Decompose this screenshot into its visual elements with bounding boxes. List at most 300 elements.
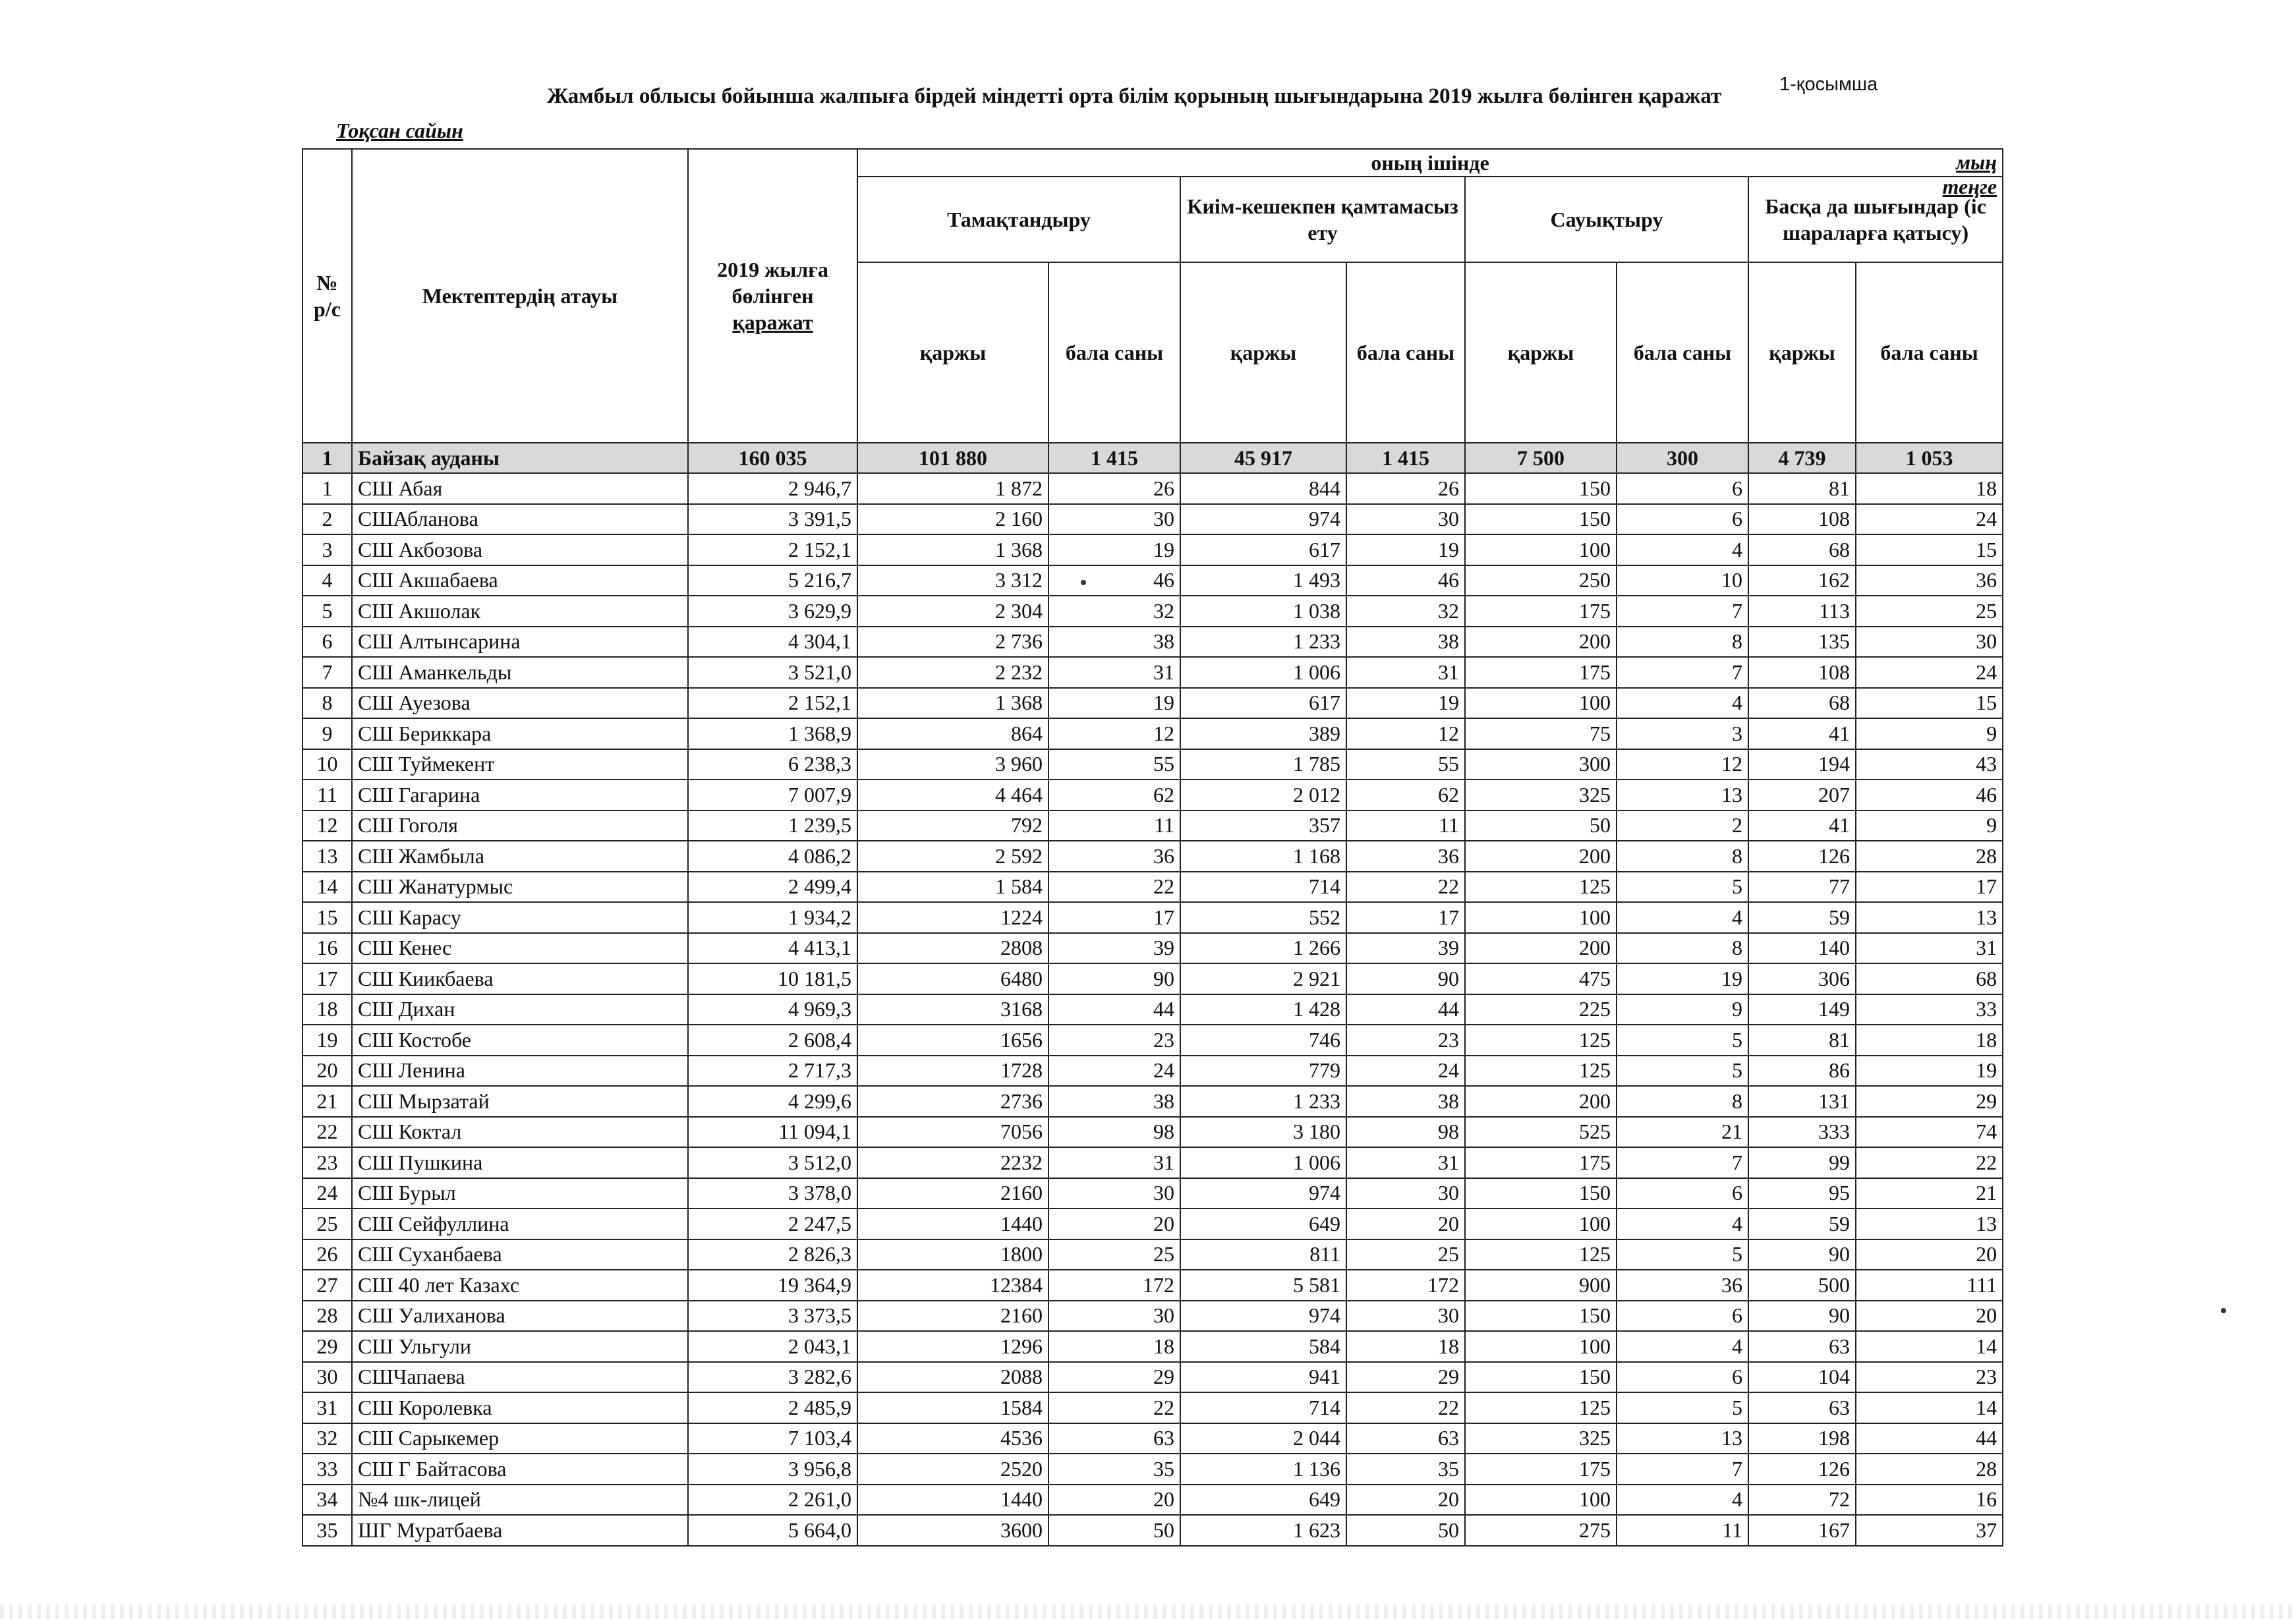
- cell-allocated: 11 094,1: [688, 1117, 857, 1148]
- cell-health-children: 7: [1617, 1147, 1748, 1178]
- cell-food-funds: 1 368: [857, 534, 1048, 565]
- cell-other-funds: 72: [1748, 1485, 1856, 1516]
- cell-other-children: 15: [1856, 688, 2003, 719]
- header-clothing-children: бала саны: [1346, 262, 1465, 443]
- table-row: [302, 688, 2003, 719]
- cell-clothing-funds: 1 006: [1180, 657, 1346, 688]
- cell-other-children: 68: [1856, 963, 2003, 994]
- cell-allocated: 3 512,0: [688, 1147, 857, 1178]
- cell-num: 17: [302, 963, 352, 994]
- cell-allocated: 3 629,9: [688, 596, 857, 627]
- district-other-count: 1 053: [1856, 443, 2003, 473]
- cell-allocated: 4 086,2: [688, 841, 857, 872]
- cell-other-children: 13: [1856, 902, 2003, 933]
- table-row: [302, 473, 2003, 504]
- cell-other-funds: 126: [1748, 1454, 1856, 1485]
- cell-health-children: 4: [1617, 1208, 1748, 1239]
- cell-num: 32: [302, 1423, 352, 1454]
- cell-other-children: 18: [1856, 473, 2003, 504]
- cell-num: 14: [302, 872, 352, 903]
- cell-health-children: 36: [1617, 1270, 1748, 1301]
- district-health-count: 300: [1617, 443, 1748, 473]
- cell-health-funds: 100: [1465, 902, 1617, 933]
- cell-health-funds: 325: [1465, 1423, 1617, 1454]
- cell-food-funds: 1440: [857, 1485, 1048, 1516]
- cell-allocated: 1 239,5: [688, 810, 857, 841]
- table-row: [302, 504, 2003, 535]
- cell-other-children: 9: [1856, 810, 2003, 841]
- cell-other-children: 24: [1856, 504, 2003, 535]
- cell-health-funds: 225: [1465, 994, 1617, 1025]
- header-other: Басқа да шығындар (іс шараларға қатысу): [1748, 177, 2003, 262]
- table-row: [302, 1025, 2003, 1056]
- cell-food-funds: 1 368: [857, 688, 1048, 719]
- cell-allocated: 3 373,5: [688, 1301, 857, 1332]
- cell-clothing-funds: 1 136: [1180, 1454, 1346, 1485]
- cell-allocated: 5 216,7: [688, 565, 857, 596]
- cell-other-children: 13: [1856, 1208, 2003, 1239]
- cell-clothing-children: 12: [1346, 718, 1465, 749]
- cell-food-funds: 864: [857, 718, 1048, 749]
- cell-health-funds: 50: [1465, 810, 1617, 841]
- cell-num: 26: [302, 1239, 352, 1270]
- cell-food-funds: 3600: [857, 1515, 1048, 1546]
- cell-health-children: 19: [1617, 963, 1748, 994]
- cell-other-funds: 126: [1748, 841, 1856, 872]
- cell-school-name: СШ Гагарина: [352, 780, 688, 810]
- cell-health-children: 13: [1617, 780, 1748, 810]
- cell-clothing-funds: 2 921: [1180, 963, 1346, 994]
- cell-health-children: 13: [1617, 1423, 1748, 1454]
- cell-num: 15: [302, 902, 352, 933]
- header-food: Тамақтандыру: [857, 177, 1180, 262]
- cell-health-funds: 200: [1465, 627, 1617, 658]
- cell-num: 2: [302, 504, 352, 535]
- cell-clothing-children: 38: [1346, 627, 1465, 658]
- cell-health-funds: 200: [1465, 841, 1617, 872]
- cell-food-children: 39: [1048, 933, 1180, 964]
- table-row: [302, 933, 2003, 964]
- cell-clothing-funds: 1 428: [1180, 994, 1346, 1025]
- cell-health-children: 7: [1617, 596, 1748, 627]
- cell-allocated: 10 181,5: [688, 963, 857, 994]
- header-health-children: бала саны: [1617, 262, 1748, 443]
- cell-other-funds: 63: [1748, 1392, 1856, 1423]
- cell-allocated: 19 364,9: [688, 1270, 857, 1301]
- cell-food-children: 30: [1048, 1178, 1180, 1209]
- cell-allocated: 2 485,9: [688, 1392, 857, 1423]
- cell-food-funds: 792: [857, 810, 1048, 841]
- cell-allocated: 7 103,4: [688, 1423, 857, 1454]
- cell-food-children: 30: [1048, 504, 1180, 535]
- cell-school-name: СШ Ауезова: [352, 688, 688, 719]
- cell-school-name: СШАбланова: [352, 504, 688, 535]
- cell-health-children: 10: [1617, 565, 1748, 596]
- cell-health-children: 8: [1617, 1086, 1748, 1117]
- header-allocated-text: 2019 жылға бөлінген: [717, 258, 828, 308]
- cell-clothing-children: 20: [1346, 1485, 1465, 1516]
- cell-clothing-children: 19: [1346, 534, 1465, 565]
- cell-clothing-funds: 844: [1180, 473, 1346, 504]
- table-row: [302, 1454, 2003, 1485]
- cell-other-funds: 140: [1748, 933, 1856, 964]
- cell-school-name: СШ Абая: [352, 473, 688, 504]
- cell-health-funds: 75: [1465, 718, 1617, 749]
- cell-allocated: 3 391,5: [688, 504, 857, 535]
- cell-school-name: СШ Сейфуллина: [352, 1208, 688, 1239]
- annex-label: 1-қосымша: [1779, 74, 1878, 95]
- cell-allocated: 3 282,6: [688, 1362, 857, 1393]
- cell-clothing-funds: 1 233: [1180, 627, 1346, 658]
- table-row: [302, 902, 2003, 933]
- cell-clothing-funds: 389: [1180, 718, 1346, 749]
- cell-school-name: СШ Костобе: [352, 1025, 688, 1056]
- cell-clothing-funds: 5 581: [1180, 1270, 1346, 1301]
- cell-other-funds: 131: [1748, 1086, 1856, 1117]
- cell-food-funds: 1440: [857, 1208, 1048, 1239]
- cell-allocated: 2 826,3: [688, 1239, 857, 1270]
- cell-food-children: 63: [1048, 1423, 1180, 1454]
- cell-food-funds: 1800: [857, 1239, 1048, 1270]
- cell-num: 27: [302, 1270, 352, 1301]
- unit-label: мың теңге: [1942, 150, 1997, 198]
- table-row: [302, 1270, 2003, 1301]
- cell-other-children: 46: [1856, 780, 2003, 810]
- cell-other-children: 25: [1856, 596, 2003, 627]
- cell-clothing-funds: 1 168: [1180, 841, 1346, 872]
- cell-school-name: СШ Уалиханова: [352, 1301, 688, 1332]
- cell-other-funds: 59: [1748, 902, 1856, 933]
- cell-health-children: 6: [1617, 504, 1748, 535]
- cell-other-children: 20: [1856, 1301, 2003, 1332]
- cell-food-funds: 2 160: [857, 504, 1048, 535]
- cell-health-children: 6: [1617, 473, 1748, 504]
- cell-health-children: 6: [1617, 1301, 1748, 1332]
- scan-speck: [2221, 1308, 2226, 1313]
- cell-allocated: 4 969,3: [688, 994, 857, 1025]
- cell-other-funds: 135: [1748, 627, 1856, 658]
- cell-school-name: СШ Мырзатай: [352, 1086, 688, 1117]
- cell-food-funds: 2232: [857, 1147, 1048, 1178]
- cell-other-children: 19: [1856, 1056, 2003, 1087]
- cell-school-name: СШЧапаева: [352, 1362, 688, 1393]
- cell-food-children: 46: [1048, 565, 1180, 596]
- cell-food-funds: 2 592: [857, 841, 1048, 872]
- cell-clothing-children: 24: [1346, 1056, 1465, 1087]
- cell-school-name: СШ 40 лет Казахс: [352, 1270, 688, 1301]
- cell-food-funds: 2 232: [857, 657, 1048, 688]
- cell-food-children: 20: [1048, 1208, 1180, 1239]
- cell-other-funds: 41: [1748, 718, 1856, 749]
- cell-other-children: 14: [1856, 1331, 2003, 1362]
- cell-allocated: 5 664,0: [688, 1515, 857, 1546]
- cell-health-funds: 100: [1465, 1208, 1617, 1239]
- cell-other-children: 22: [1856, 1147, 2003, 1178]
- cell-health-children: 4: [1617, 902, 1748, 933]
- table-row: [302, 963, 2003, 994]
- table-row: [302, 596, 2003, 627]
- cell-food-funds: 1224: [857, 902, 1048, 933]
- cell-food-funds: 3 960: [857, 749, 1048, 780]
- cell-food-funds: 1728: [857, 1056, 1048, 1087]
- cell-clothing-children: 46: [1346, 565, 1465, 596]
- header-other-funds: қаржы: [1748, 262, 1856, 443]
- cell-health-funds: 275: [1465, 1515, 1617, 1546]
- district-num: 1: [302, 443, 352, 473]
- cell-num: 31: [302, 1392, 352, 1423]
- cell-other-funds: 86: [1748, 1056, 1856, 1087]
- cell-health-funds: 100: [1465, 534, 1617, 565]
- cell-other-funds: 167: [1748, 1515, 1856, 1546]
- cell-health-funds: 200: [1465, 1086, 1617, 1117]
- cell-school-name: СШ Бурыл: [352, 1178, 688, 1209]
- cell-other-funds: 198: [1748, 1423, 1856, 1454]
- cell-school-name: СШ Акбозова: [352, 534, 688, 565]
- cell-other-children: 14: [1856, 1392, 2003, 1423]
- cell-health-children: 5: [1617, 1056, 1748, 1087]
- cell-food-funds: 1584: [857, 1392, 1048, 1423]
- cell-clothing-funds: 1 623: [1180, 1515, 1346, 1546]
- cell-clothing-children: 39: [1346, 933, 1465, 964]
- cell-clothing-funds: 941: [1180, 1362, 1346, 1393]
- cell-clothing-funds: 1 493: [1180, 565, 1346, 596]
- cell-other-children: 16: [1856, 1485, 2003, 1516]
- cell-food-children: 18: [1048, 1331, 1180, 1362]
- table-row: [302, 1331, 2003, 1362]
- cell-health-children: 12: [1617, 749, 1748, 780]
- cell-food-funds: 2 736: [857, 627, 1048, 658]
- district-name: Байзақ ауданы: [352, 443, 688, 473]
- cell-allocated: 2 261,0: [688, 1485, 857, 1516]
- cell-health-children: 21: [1617, 1117, 1748, 1148]
- cell-food-children: 36: [1048, 841, 1180, 872]
- cell-allocated: 3 378,0: [688, 1178, 857, 1209]
- cell-other-funds: 81: [1748, 473, 1856, 504]
- cell-health-funds: 150: [1465, 504, 1617, 535]
- cell-food-funds: 2520: [857, 1454, 1048, 1485]
- cell-clothing-funds: 974: [1180, 504, 1346, 535]
- cell-allocated: 2 247,5: [688, 1208, 857, 1239]
- cell-clothing-funds: 714: [1180, 1392, 1346, 1423]
- table-row: [302, 872, 2003, 903]
- table-row: [302, 1362, 2003, 1393]
- cell-school-name: СШ Кенес: [352, 933, 688, 964]
- cell-food-funds: 2 304: [857, 596, 1048, 627]
- cell-other-children: 29: [1856, 1086, 2003, 1117]
- cell-other-funds: 108: [1748, 504, 1856, 535]
- cell-other-funds: 207: [1748, 780, 1856, 810]
- cell-clothing-children: 62: [1346, 780, 1465, 810]
- cell-clothing-children: 18: [1346, 1331, 1465, 1362]
- cell-num: 35: [302, 1515, 352, 1546]
- header-other-children: бала саны: [1856, 262, 2003, 443]
- cell-other-funds: 68: [1748, 534, 1856, 565]
- cell-health-children: 7: [1617, 1454, 1748, 1485]
- cell-allocated: 3 956,8: [688, 1454, 857, 1485]
- cell-food-children: 23: [1048, 1025, 1180, 1056]
- cell-clothing-funds: 811: [1180, 1239, 1346, 1270]
- cell-food-children: 22: [1048, 1392, 1180, 1423]
- scan-speck: [1081, 580, 1086, 585]
- cell-health-children: 4: [1617, 688, 1748, 719]
- cell-other-funds: 59: [1748, 1208, 1856, 1239]
- cell-school-name: СШ Ульгули: [352, 1331, 688, 1362]
- cell-health-children: 8: [1617, 933, 1748, 964]
- cell-clothing-funds: 1 785: [1180, 749, 1346, 780]
- cell-food-children: 31: [1048, 1147, 1180, 1178]
- cell-other-children: 23: [1856, 1362, 2003, 1393]
- cell-clothing-funds: 649: [1180, 1208, 1346, 1239]
- cell-clothing-children: 22: [1346, 872, 1465, 903]
- cell-other-children: 111: [1856, 1270, 2003, 1301]
- cell-clothing-funds: 649: [1180, 1485, 1346, 1516]
- cell-allocated: 2 608,4: [688, 1025, 857, 1056]
- table-row: [302, 1178, 2003, 1209]
- cell-health-funds: 175: [1465, 1147, 1617, 1178]
- cell-clothing-children: 63: [1346, 1423, 1465, 1454]
- cell-school-name: СШ Пушкина: [352, 1147, 688, 1178]
- cell-clothing-funds: 974: [1180, 1301, 1346, 1332]
- cell-other-funds: 81: [1748, 1025, 1856, 1056]
- cell-clothing-children: 11: [1346, 810, 1465, 841]
- cell-food-children: 22: [1048, 872, 1180, 903]
- table-row: [302, 1485, 2003, 1516]
- cell-other-funds: 162: [1748, 565, 1856, 596]
- cell-food-funds: 1 584: [857, 872, 1048, 903]
- cell-num: 34: [302, 1485, 352, 1516]
- cell-num: 22: [302, 1117, 352, 1148]
- cell-clothing-funds: 617: [1180, 534, 1346, 565]
- header-clothing-funds: қаржы: [1180, 262, 1346, 443]
- cell-allocated: 2 946,7: [688, 473, 857, 504]
- cell-school-name: СШ Акшолак: [352, 596, 688, 627]
- cell-num: 13: [302, 841, 352, 872]
- cell-clothing-funds: 3 180: [1180, 1117, 1346, 1148]
- table-row: [302, 841, 2003, 872]
- cell-clothing-children: 30: [1346, 1178, 1465, 1209]
- table-row: [302, 1301, 2003, 1332]
- cell-food-children: 19: [1048, 688, 1180, 719]
- table-row: [302, 780, 2003, 810]
- cell-food-children: 20: [1048, 1485, 1180, 1516]
- cell-clothing-children: 31: [1346, 1147, 1465, 1178]
- district-food-sum: 101 880: [857, 443, 1048, 473]
- cell-health-funds: 150: [1465, 1362, 1617, 1393]
- cell-food-funds: 6480: [857, 963, 1048, 994]
- cell-clothing-funds: 1 233: [1180, 1086, 1346, 1117]
- cell-health-children: 9: [1617, 994, 1748, 1025]
- cell-num: 4: [302, 565, 352, 596]
- cell-health-children: 4: [1617, 1331, 1748, 1362]
- cell-food-children: 50: [1048, 1515, 1180, 1546]
- cell-other-funds: 99: [1748, 1147, 1856, 1178]
- district-clothing-count: 1 415: [1346, 443, 1465, 473]
- cell-food-children: 44: [1048, 994, 1180, 1025]
- cell-num: 21: [302, 1086, 352, 1117]
- cell-num: 23: [302, 1147, 352, 1178]
- cell-num: 7: [302, 657, 352, 688]
- table-row: [302, 1056, 2003, 1087]
- cell-health-children: 6: [1617, 1362, 1748, 1393]
- cell-health-funds: 125: [1465, 872, 1617, 903]
- cell-clothing-children: 20: [1346, 1208, 1465, 1239]
- cell-school-name: СШ Гоголя: [352, 810, 688, 841]
- cell-clothing-children: 26: [1346, 473, 1465, 504]
- cell-clothing-children: 30: [1346, 504, 1465, 535]
- cell-clothing-children: 38: [1346, 1086, 1465, 1117]
- cell-allocated: 3 521,0: [688, 657, 857, 688]
- district-health-sum: 7 500: [1465, 443, 1617, 473]
- cell-school-name: СШ Коктал: [352, 1117, 688, 1148]
- cell-clothing-funds: 552: [1180, 902, 1346, 933]
- cell-school-name: СШ Королевка: [352, 1392, 688, 1423]
- cell-num: 24: [302, 1178, 352, 1209]
- cell-clothing-children: 17: [1346, 902, 1465, 933]
- cell-food-funds: 3 312: [857, 565, 1048, 596]
- cell-clothing-children: 36: [1346, 841, 1465, 872]
- cell-clothing-children: 35: [1346, 1454, 1465, 1485]
- cell-allocated: 2 152,1: [688, 534, 857, 565]
- cell-allocated: 4 413,1: [688, 933, 857, 964]
- cell-health-children: 2: [1617, 810, 1748, 841]
- cell-num: 10: [302, 749, 352, 780]
- cell-clothing-funds: 584: [1180, 1331, 1346, 1362]
- cell-health-children: 7: [1617, 657, 1748, 688]
- cell-allocated: 1 368,9: [688, 718, 857, 749]
- cell-clothing-funds: 1 266: [1180, 933, 1346, 964]
- cell-school-name: СШ Киикбаева: [352, 963, 688, 994]
- cell-other-funds: 68: [1748, 688, 1856, 719]
- cell-allocated: 7 007,9: [688, 780, 857, 810]
- cell-food-funds: 1656: [857, 1025, 1048, 1056]
- cell-school-name: СШ Туймекент: [352, 749, 688, 780]
- cell-other-children: 36: [1856, 565, 2003, 596]
- cell-allocated: 2 152,1: [688, 688, 857, 719]
- cell-num: 16: [302, 933, 352, 964]
- cell-num: 30: [302, 1362, 352, 1393]
- cell-school-name: СШ Жамбыла: [352, 841, 688, 872]
- header-school: Мектептердің атауы: [352, 149, 688, 443]
- cell-allocated: 1 934,2: [688, 902, 857, 933]
- cell-food-funds: 2160: [857, 1178, 1048, 1209]
- cell-other-funds: 104: [1748, 1362, 1856, 1393]
- scan-edge-noise: [0, 1605, 2296, 1619]
- cell-other-funds: 333: [1748, 1117, 1856, 1148]
- cell-school-name: СШ Аманкельды: [352, 657, 688, 688]
- cell-clothing-children: 172: [1346, 1270, 1465, 1301]
- cell-clothing-funds: 974: [1180, 1178, 1346, 1209]
- cell-health-funds: 150: [1465, 1178, 1617, 1209]
- cell-num: 3: [302, 534, 352, 565]
- cell-food-funds: 12384: [857, 1270, 1048, 1301]
- cell-allocated: 4 299,6: [688, 1086, 857, 1117]
- cell-clothing-children: 19: [1346, 688, 1465, 719]
- cell-other-funds: 306: [1748, 963, 1856, 994]
- cell-food-funds: 1296: [857, 1331, 1048, 1362]
- cell-school-name: СШ Жанатурмыс: [352, 872, 688, 903]
- table-row: [302, 1117, 2003, 1148]
- cell-other-children: 28: [1856, 841, 2003, 872]
- cell-food-children: 35: [1048, 1454, 1180, 1485]
- cell-health-funds: 125: [1465, 1239, 1617, 1270]
- cell-health-funds: 100: [1465, 1485, 1617, 1516]
- cell-clothing-children: 44: [1346, 994, 1465, 1025]
- cell-health-funds: 125: [1465, 1025, 1617, 1056]
- table-row: [302, 534, 2003, 565]
- cell-clothing-funds: 1 038: [1180, 596, 1346, 627]
- cell-other-children: 17: [1856, 872, 2003, 903]
- district-other-sum: 4 739: [1748, 443, 1856, 473]
